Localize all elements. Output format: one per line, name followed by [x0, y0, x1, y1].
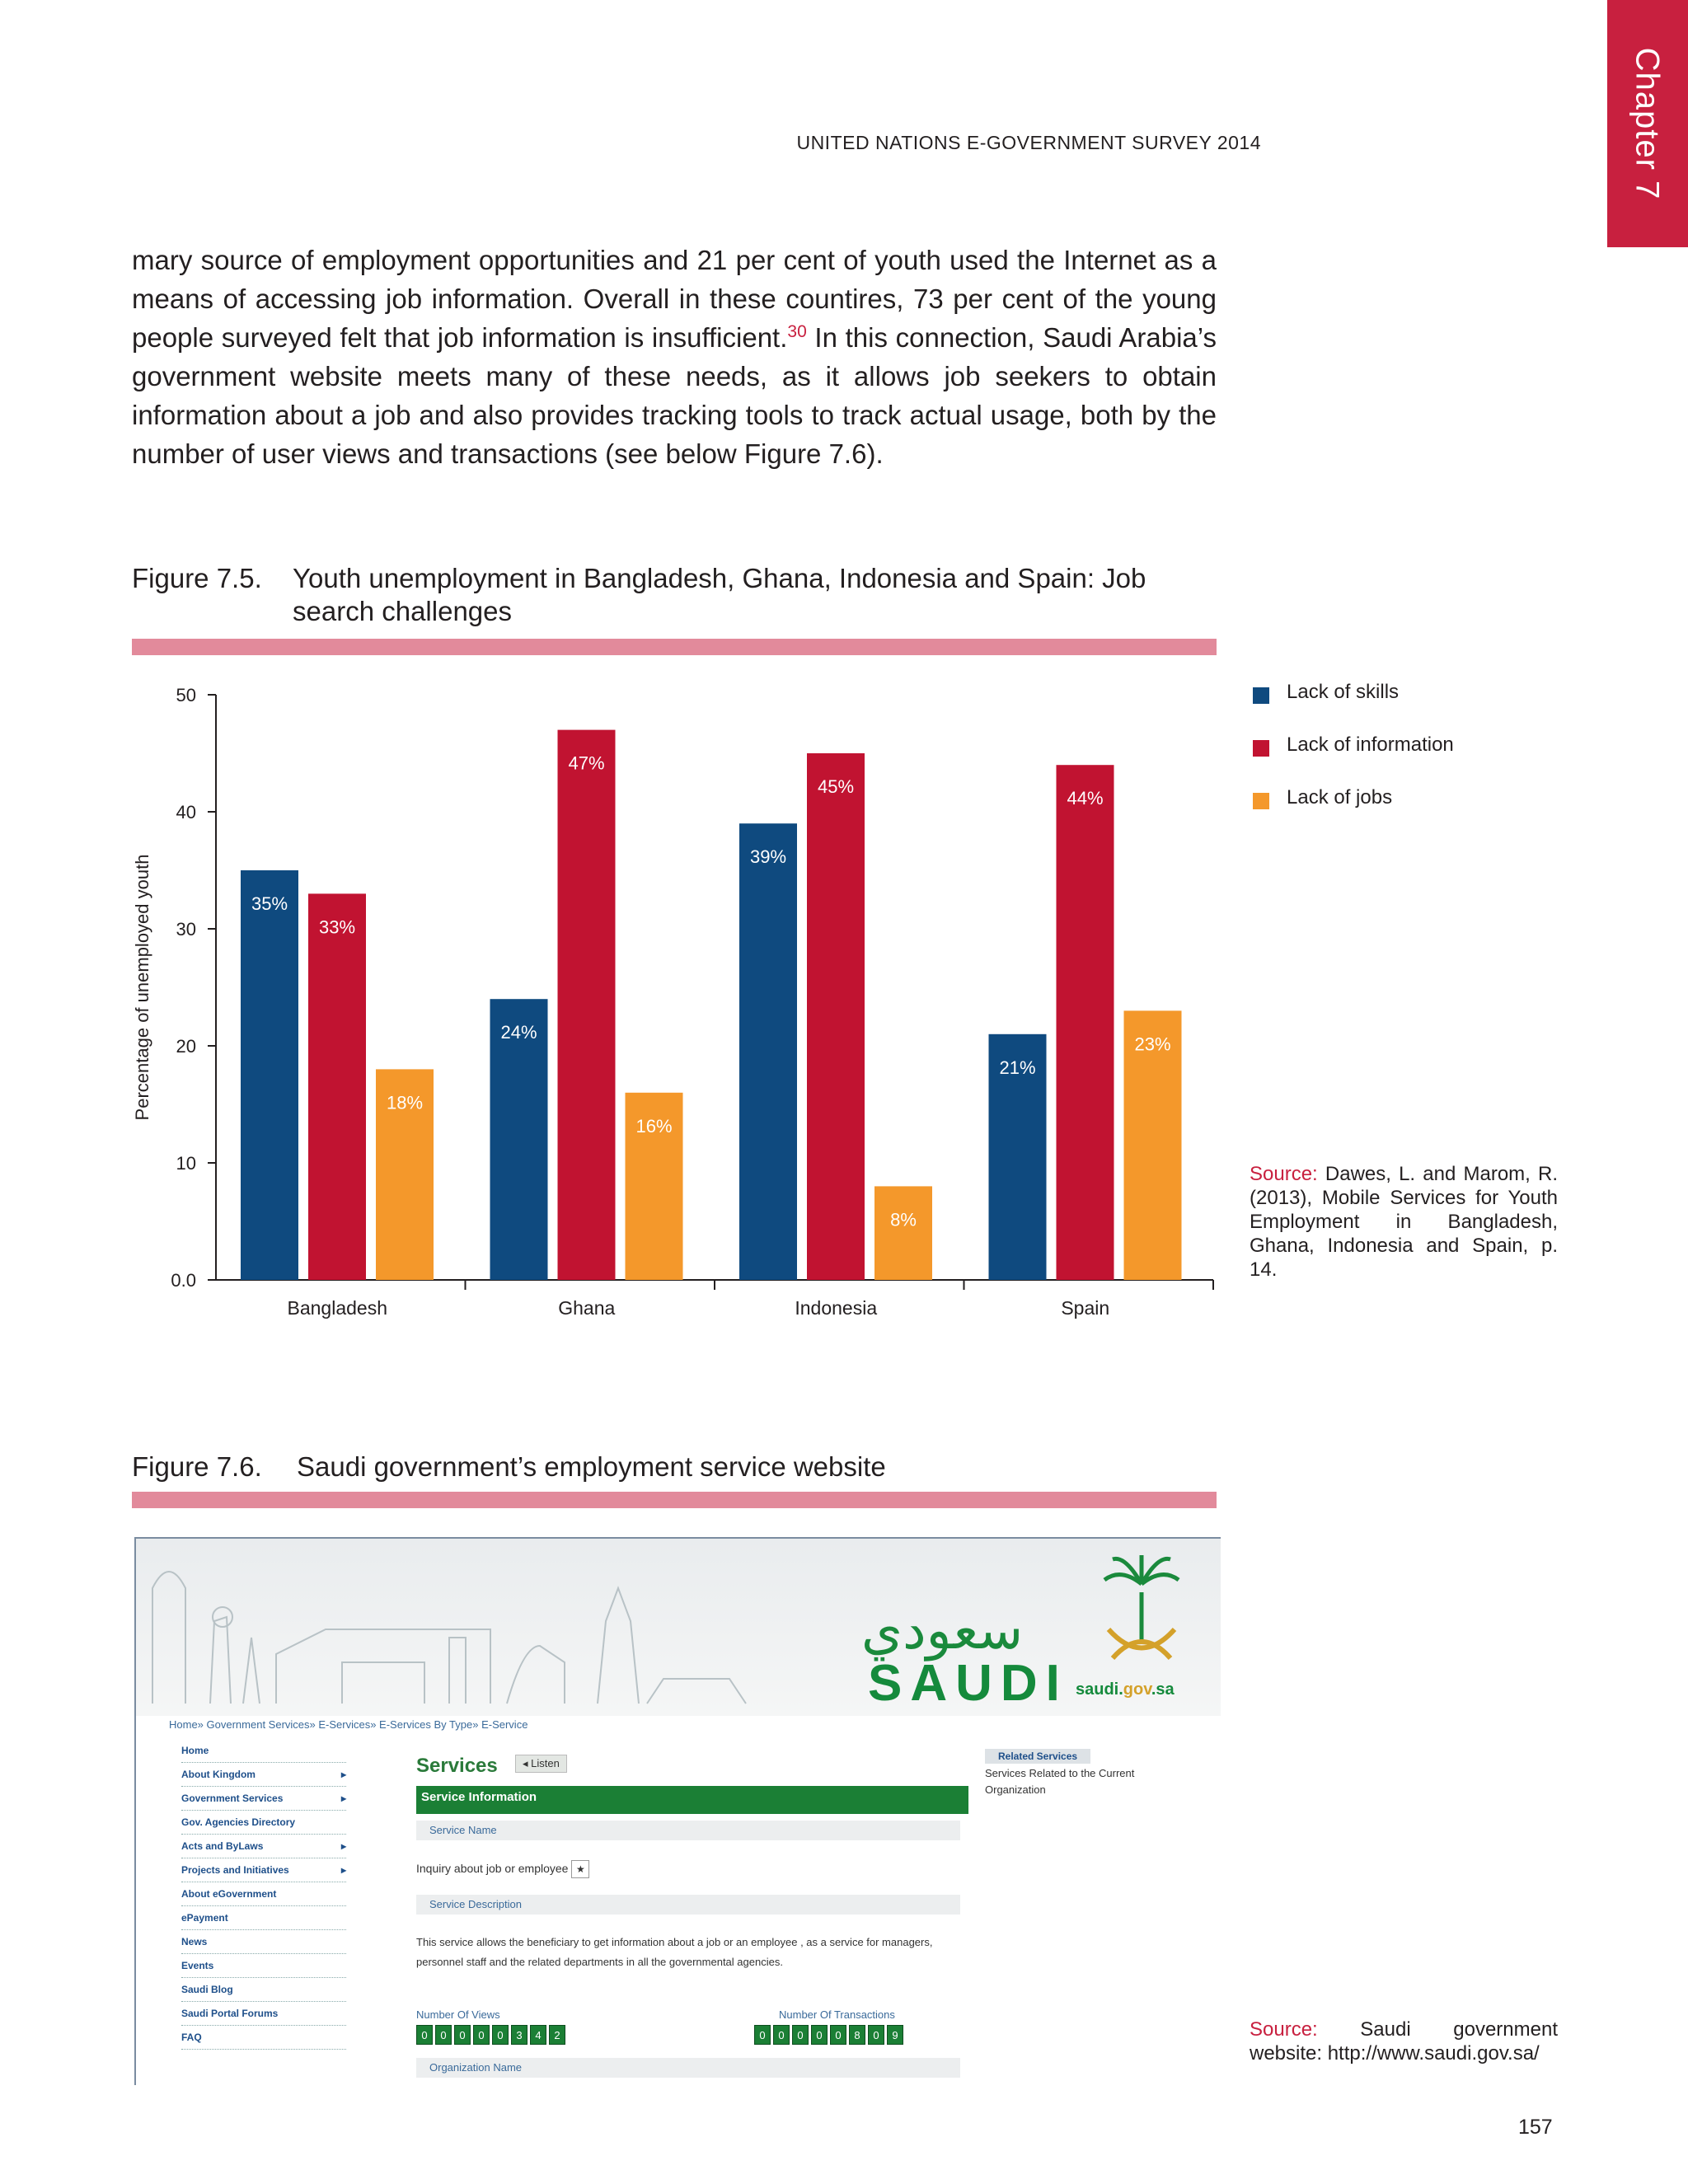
- x-tick-label: Spain: [1061, 1297, 1110, 1319]
- skyline-illustration: [136, 1539, 845, 1716]
- website-nav-item[interactable]: [181, 1763, 346, 1787]
- transactions-counter-label: Number Of Transactions: [779, 2008, 895, 2021]
- website-nav-label: Government Services: [181, 1793, 284, 1804]
- figure-title: Saudi government’s employment service website: [297, 1451, 886, 1482]
- y-tick-label: 40: [176, 802, 196, 823]
- organization-name-label: Organization Name: [416, 2058, 960, 2078]
- bar: [1057, 765, 1114, 1280]
- counter-digit: 0: [754, 2025, 771, 2045]
- brand-logo-text: SAUDI: [868, 1655, 1068, 1712]
- figure-number: Figure 7.5.: [132, 563, 262, 593]
- y-tick-label: 10: [176, 1153, 196, 1174]
- listen-button[interactable]: ◂ Listen: [515, 1755, 567, 1773]
- y-tick-label: 0.0: [171, 1270, 196, 1291]
- bar-value-label: 39%: [749, 846, 787, 868]
- y-tick-label: 50: [176, 685, 196, 705]
- website-nav-label: Gov. Agencies Directory: [181, 1816, 296, 1828]
- site-url: [1076, 1680, 1175, 1699]
- legend-label: Lack of information: [1287, 733, 1454, 756]
- website-screenshot: [134, 1537, 1221, 2085]
- counter-digit: 0: [473, 2025, 490, 2045]
- bar-value-label: 18%: [386, 1092, 424, 1113]
- bar: [558, 730, 616, 1280]
- bar-value-label: 16%: [635, 1115, 673, 1137]
- website-sidebar-nav: [181, 1739, 346, 2050]
- counter-digit: 0: [868, 2025, 884, 2045]
- website-nav-item[interactable]: [181, 1739, 346, 1763]
- counter-digit: 4: [530, 2025, 546, 2045]
- url-part: gov: [1123, 1680, 1151, 1699]
- palm-swords-emblem-icon: [1096, 1551, 1187, 1666]
- x-tick-label: Bangladesh: [287, 1297, 387, 1319]
- url-part: .sa: [1151, 1680, 1175, 1699]
- figure-7-6-rule: [132, 1492, 1217, 1508]
- website-nav-item[interactable]: [181, 2026, 346, 2050]
- bar-value-label: 45%: [817, 776, 855, 797]
- bar-value-label: 44%: [1067, 788, 1104, 809]
- website-nav-label: Home: [181, 1745, 209, 1756]
- y-tick-label: 20: [176, 1036, 196, 1057]
- figure-7-6-caption: [132, 1451, 1217, 1483]
- service-description: This service allows the beneficiary to get information about a job or an employee , as a service for managers, personnel staff and the related departments in all the governmental agencies.: [416, 1936, 933, 1968]
- x-tick-label: Indonesia: [795, 1297, 878, 1319]
- footnote-ref: 30: [787, 322, 807, 341]
- services-title: Services: [416, 1755, 498, 1777]
- figure-7-5-source: [1250, 1162, 1558, 1282]
- website-nav-label: Acts and ByLaws: [181, 1840, 264, 1852]
- counter-digit: 8: [849, 2025, 865, 2045]
- figure-number: Figure 7.6.: [132, 1451, 262, 1482]
- chevron-right-icon: ▸: [340, 1864, 346, 1876]
- related-services-header[interactable]: Related Services: [985, 1749, 1090, 1764]
- chevron-right-icon: ▸: [340, 1840, 346, 1852]
- bar: [308, 893, 366, 1280]
- running-head: UNITED NATIONS E-GOVERNMENT SURVEY 2014: [796, 132, 1261, 153]
- bar: [739, 823, 797, 1280]
- counter-digit: 0: [773, 2025, 790, 2045]
- website-nav-label: FAQ: [181, 2032, 202, 2043]
- service-name-text: Inquiry about job or employee: [416, 1862, 569, 1875]
- views-counter-label: Number Of Views: [416, 2008, 500, 2021]
- bar-value-label: 8%: [890, 1209, 917, 1230]
- counter-digit: 0: [830, 2025, 846, 2045]
- counter-digit: 0: [811, 2025, 828, 2045]
- website-nav-label: About eGovernment: [181, 1888, 277, 1900]
- x-tick-label: Ghana: [558, 1297, 616, 1319]
- chapter-tab-label: Chapter 7: [1629, 47, 1666, 200]
- body-text-b: In this connection, Saudi Arabia’s government website meets many of these needs, as it allows job seekers to obtain information about a job and also provides tracking tools to track actual usage, both by the number of user views and transactions (see below Figure 7.6).: [132, 322, 1217, 469]
- views-counter: [416, 2025, 565, 2045]
- body-paragraph: [132, 241, 1217, 473]
- legend-swatch: [1253, 687, 1269, 704]
- website-nav-item[interactable]: [181, 1978, 346, 2002]
- legend-label: Lack of skills: [1287, 681, 1400, 703]
- source-label: Source:: [1250, 2018, 1318, 2041]
- brand-arabic: سعودي: [861, 1601, 1024, 1661]
- website-nav-label: Events: [181, 1960, 214, 1971]
- chevron-right-icon: ▸: [340, 1769, 346, 1780]
- chapter-tab: [1607, 0, 1688, 247]
- bar: [807, 753, 865, 1280]
- website-nav-item[interactable]: [181, 1787, 346, 1811]
- website-nav-item[interactable]: [181, 1882, 346, 1906]
- website-nav-label: ePayment: [181, 1912, 228, 1924]
- star-icon[interactable]: ★: [571, 1860, 589, 1878]
- website-nav-item[interactable]: [181, 2002, 346, 2026]
- bar-chart: [124, 676, 1228, 1335]
- service-description-label: Service Description: [416, 1895, 960, 1915]
- legend-swatch: [1253, 793, 1269, 809]
- counter-digit: 0: [435, 2025, 452, 2045]
- counter-digit: 3: [511, 2025, 528, 2045]
- source-text: Dawes, L. and Marom, R. (2013), Mobile Services for Youth Employment in Bangladesh, Ghana, Indonesia and Spain, p. 14.: [1250, 1163, 1558, 1281]
- website-nav-item[interactable]: [181, 1811, 346, 1835]
- website-nav-item[interactable]: [181, 1954, 346, 1978]
- transactions-counter: [754, 2025, 903, 2045]
- website-nav-item[interactable]: [181, 1906, 346, 1930]
- counter-digit: 0: [416, 2025, 433, 2045]
- page-number: 157: [1518, 2116, 1553, 2139]
- bar-value-label: 47%: [568, 752, 605, 774]
- service-name-label: Service Name: [416, 1821, 960, 1840]
- figure-7-5-caption: [132, 562, 1217, 628]
- figure-title: Youth unemployment in Bangladesh, Ghana, Indonesia and Spain: Job search challenges: [293, 563, 1146, 626]
- breadcrumb[interactable]: Home» Government Services» E-Services» E-Services By Type» E-Service: [169, 1718, 528, 1731]
- related-services-text: Services Related to the Current Organization: [985, 1767, 1135, 1796]
- bar-value-label: 21%: [999, 1057, 1036, 1078]
- counter-digit: 9: [887, 2025, 903, 2045]
- y-axis-label: Percentage of unemployed youth: [132, 854, 152, 1121]
- counter-digit: 0: [454, 2025, 471, 2045]
- website-nav-label: Saudi Portal Forums: [181, 2008, 279, 2019]
- chevron-right-icon: ▸: [340, 1793, 346, 1804]
- website-banner: [136, 1539, 1221, 1716]
- service-information-header: Service Information: [416, 1786, 968, 1814]
- bar-value-label: 23%: [1134, 1033, 1171, 1055]
- website-nav-label: Projects and Initiatives: [181, 1864, 289, 1876]
- source-text: Saudi government website: http://www.saudi.gov.sa/: [1250, 2018, 1558, 2064]
- url-part: saudi.: [1076, 1680, 1123, 1699]
- counter-digit: 0: [492, 2025, 509, 2045]
- legend-label: Lack of jobs: [1287, 786, 1393, 808]
- bar-value-label: 24%: [500, 1022, 537, 1043]
- counter-digit: 0: [792, 2025, 809, 2045]
- website-nav-item[interactable]: [181, 1858, 346, 1882]
- bar-value-label: 33%: [318, 916, 356, 938]
- bar-value-label: 35%: [251, 893, 288, 914]
- legend-swatch: [1253, 740, 1269, 757]
- service-name-value: [416, 1860, 589, 1878]
- website-nav-item[interactable]: [181, 1835, 346, 1858]
- y-tick-label: 30: [176, 919, 196, 940]
- website-nav-label: Saudi Blog: [181, 1984, 233, 1995]
- body-text-a: mary source of employment opportunities and 21 per cent of youth used the Internet as a means of accessing job information. Overall in these countires, 73 per cent of the young people surveyed felt that job information is insufficient.: [132, 245, 1217, 353]
- counter-digit: 2: [549, 2025, 565, 2045]
- bar: [874, 1186, 932, 1280]
- source-label: Source:: [1250, 1163, 1318, 1185]
- figure-7-6-source: [1250, 2018, 1558, 2065]
- website-nav-item[interactable]: [181, 1930, 346, 1954]
- website-nav-label: News: [181, 1936, 208, 1947]
- website-nav-label: About Kingdom: [181, 1769, 256, 1780]
- bar: [241, 870, 298, 1280]
- figure-7-5-rule: [132, 639, 1217, 655]
